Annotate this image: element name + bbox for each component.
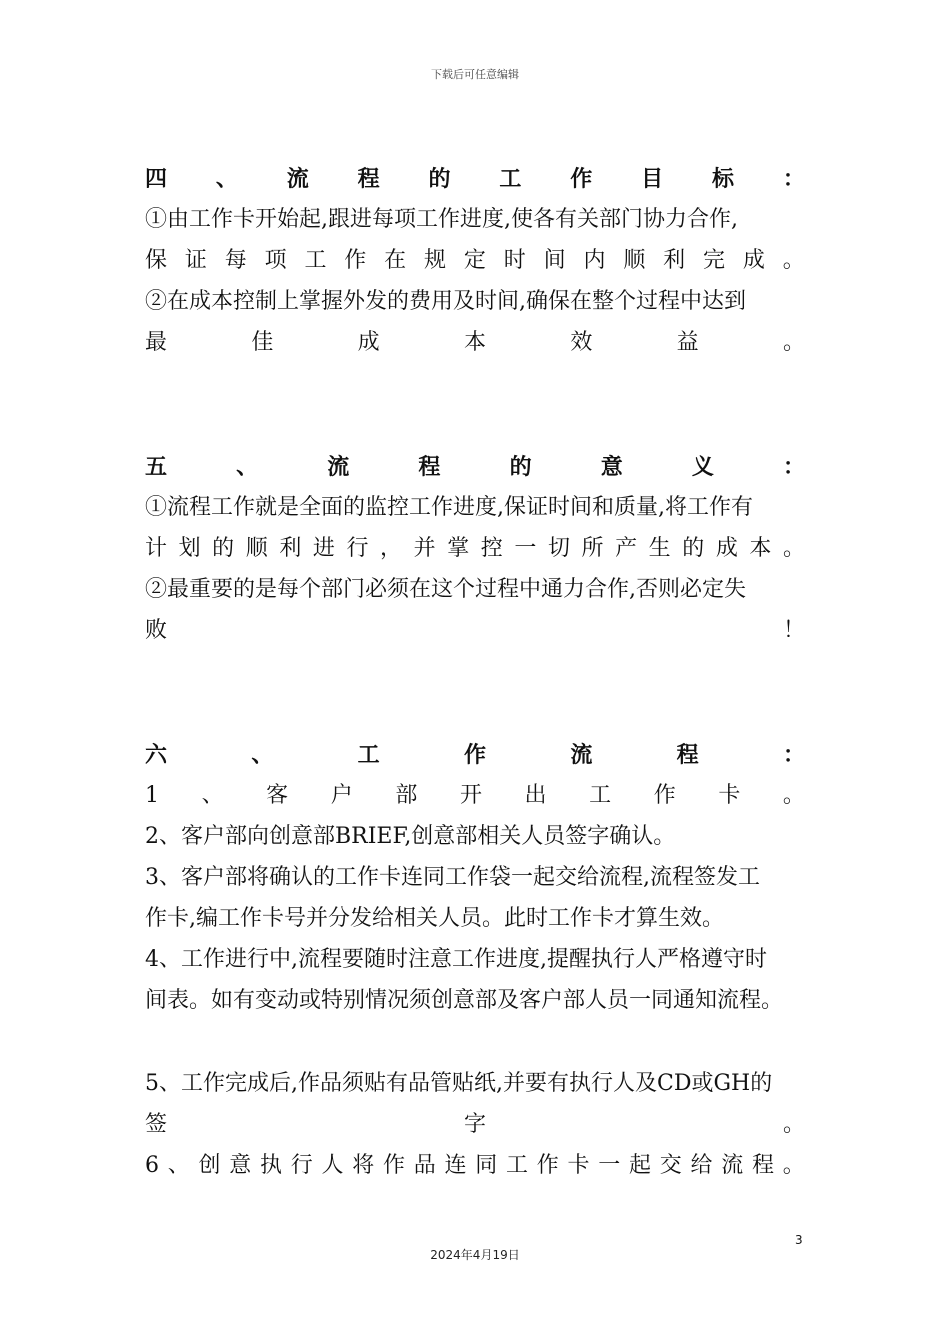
text-char: 。 [782, 248, 805, 273]
text-char: 败 [145, 618, 168, 643]
text-char: 保 [145, 248, 168, 273]
text-char: 产 [615, 536, 638, 561]
text-char: 客 [266, 783, 289, 808]
text-char: 作 [382, 1153, 405, 1178]
section-6-line-9 [145, 1146, 805, 1186]
text-char: 生 [648, 536, 671, 561]
text-char: ： [782, 742, 805, 768]
section-5-line-3: ②最重要的是每个部门必须在这个过程中通力合作,否则必定失 [145, 577, 746, 602]
section-4-line-1: ①由工作卡开始起,跟进每项工作进度,使各有关部门协力合作, [145, 207, 738, 232]
text-char: 标 [712, 166, 735, 192]
text-char: 效 [570, 330, 593, 355]
section-4-line-2 [145, 241, 805, 281]
text-char: 作 [344, 248, 367, 273]
text-char: 内 [583, 248, 606, 273]
text-char: 创 [198, 1153, 221, 1178]
text-char: 、 [236, 454, 259, 480]
text-char: 顺 [245, 536, 268, 561]
text-char: 程 [751, 1153, 774, 1178]
text-char: 计 [145, 536, 168, 561]
text-char: 的 [682, 536, 705, 561]
text-char: 工 [505, 1153, 528, 1178]
text-char: 证 [184, 248, 207, 273]
text-char: 工 [357, 742, 380, 768]
text-char: 人 [321, 1153, 344, 1178]
text-char: 完 [703, 248, 726, 273]
text-char: 、 [201, 783, 224, 808]
text-char: 意 [229, 1153, 252, 1178]
text-char: 本 [749, 536, 772, 561]
page-number: 3 [795, 1233, 803, 1247]
text-char: ： [782, 454, 805, 480]
text-char: 程 [418, 454, 441, 480]
text-char: 、 [251, 742, 274, 768]
text-char: ： [782, 166, 805, 192]
text-char: ， [380, 536, 403, 561]
text-char: ！ [782, 618, 805, 643]
section-6-line-3: 3、客户部将确认的工作卡连同工作袋一起交给流程,流程签发工 [145, 865, 760, 890]
text-char: 规 [424, 248, 447, 273]
text-char: 义 [691, 454, 714, 480]
text-char: 顺 [623, 248, 646, 273]
text-char: 连 [444, 1153, 467, 1178]
section-4-line-4 [145, 323, 805, 363]
text-char: 字 [463, 1112, 486, 1137]
text-char: 行 [290, 1153, 313, 1178]
footer-date: 2024年4月19日 [430, 1248, 520, 1262]
text-char: 利 [279, 536, 302, 561]
text-char: 。 [782, 330, 805, 355]
text-char: 流 [570, 742, 593, 768]
text-char: 作 [653, 783, 676, 808]
text-char: 。 [782, 783, 805, 808]
section-6-line-4: 作卡,编工作卡号并分发给相关人员。此时工作卡才算生效。 [145, 906, 724, 931]
text-char: 、 [215, 166, 238, 192]
text-char: 本 [463, 330, 486, 355]
text-char: 意 [600, 454, 623, 480]
text-char: 6 [145, 1153, 159, 1178]
text-char: 的 [509, 454, 532, 480]
text-char: 切 [547, 536, 570, 561]
text-char: 时 [503, 248, 526, 273]
section-5-title [145, 447, 805, 487]
text-char: 、 [167, 1153, 190, 1178]
text-char: 并 [413, 536, 436, 561]
text-char: 定 [463, 248, 486, 273]
text-char: 。 [782, 1112, 805, 1137]
text-char: 工 [499, 166, 522, 192]
text-char: 掌 [447, 536, 470, 561]
section-4-line-3: ②在成本控制上掌握外发的费用及时间,确保在整个过程中达到 [145, 289, 746, 314]
text-char: 利 [663, 248, 686, 273]
text-char: 流 [327, 454, 350, 480]
section-6-line-5: 4、工作进行中,流程要随时注意工作进度,提醒执行人严格遵守时 [145, 947, 767, 972]
text-char: 程 [676, 742, 699, 768]
text-char: 成 [357, 330, 380, 355]
text-char: 工 [589, 783, 612, 808]
text-char: 作 [536, 1153, 559, 1178]
text-char: 控 [480, 536, 503, 561]
text-char: 户 [330, 783, 353, 808]
text-char: 给 [690, 1153, 713, 1178]
page-header: 下载后可任意编辑 [431, 68, 519, 81]
text-char: 1 [145, 783, 159, 808]
section-4-title [145, 159, 805, 199]
text-char: 起 [628, 1153, 651, 1178]
text-char: 品 [413, 1153, 436, 1178]
section-6-line-1 [145, 776, 805, 816]
text-char: 目 [641, 166, 664, 192]
text-char: 五 [145, 454, 168, 480]
text-char: 执 [259, 1153, 282, 1178]
text-char: 交 [659, 1153, 682, 1178]
text-char: 作 [463, 742, 486, 768]
text-char: 划 [178, 536, 201, 561]
text-char: 部 [395, 783, 418, 808]
text-char: 将 [352, 1153, 375, 1178]
section-5-line-2 [145, 529, 805, 569]
section-6-title [145, 735, 805, 775]
text-char: 在 [384, 248, 407, 273]
section-6-line-7: 5、工作完成后,作品须贴有品管贴纸,并要有执行人及CD或GH的 [145, 1071, 773, 1096]
text-char: 签 [145, 1112, 168, 1137]
text-char: 一 [514, 536, 537, 561]
text-char: 六 [145, 742, 168, 768]
text-char: 出 [524, 783, 547, 808]
text-char: 进 [312, 536, 335, 561]
text-char: 程 [357, 166, 380, 192]
text-char: 的 [428, 166, 451, 192]
text-char: 开 [459, 783, 482, 808]
text-char: 流 [286, 166, 309, 192]
text-char: 。 [782, 536, 805, 561]
text-char: 间 [543, 248, 566, 273]
section-6-line-6: 间表。如有变动或特别情况须创意部及客户部人员一同通知流程。 [145, 988, 784, 1013]
text-char: 。 [782, 1153, 805, 1178]
section-6-line-8 [145, 1105, 805, 1145]
text-char: 最 [145, 330, 168, 355]
section-5-line-1: ①流程工作就是全面的监控工作进度,保证时间和质量,将工作有 [145, 495, 753, 520]
text-char: 佳 [251, 330, 274, 355]
section-5-line-4 [145, 611, 805, 651]
text-char: 的 [212, 536, 235, 561]
section-6-line-2: 2、客户部向创意部BRIEF,创意部相关人员签字确认。 [145, 824, 676, 849]
text-char: 行 [346, 536, 369, 561]
text-char: 作 [570, 166, 593, 192]
text-char: 所 [581, 536, 604, 561]
text-char: 卡 [567, 1153, 590, 1178]
text-char: 一 [598, 1153, 621, 1178]
text-char: 成 [742, 248, 765, 273]
text-char: 成 [715, 536, 738, 561]
text-char: 益 [676, 330, 699, 355]
text-char: 项 [264, 248, 287, 273]
text-char: 四 [145, 166, 168, 192]
text-char: 每 [224, 248, 247, 273]
text-char: 卡 [718, 783, 741, 808]
text-char: 同 [475, 1153, 498, 1178]
text-char: 工 [304, 248, 327, 273]
text-char: 流 [721, 1153, 744, 1178]
